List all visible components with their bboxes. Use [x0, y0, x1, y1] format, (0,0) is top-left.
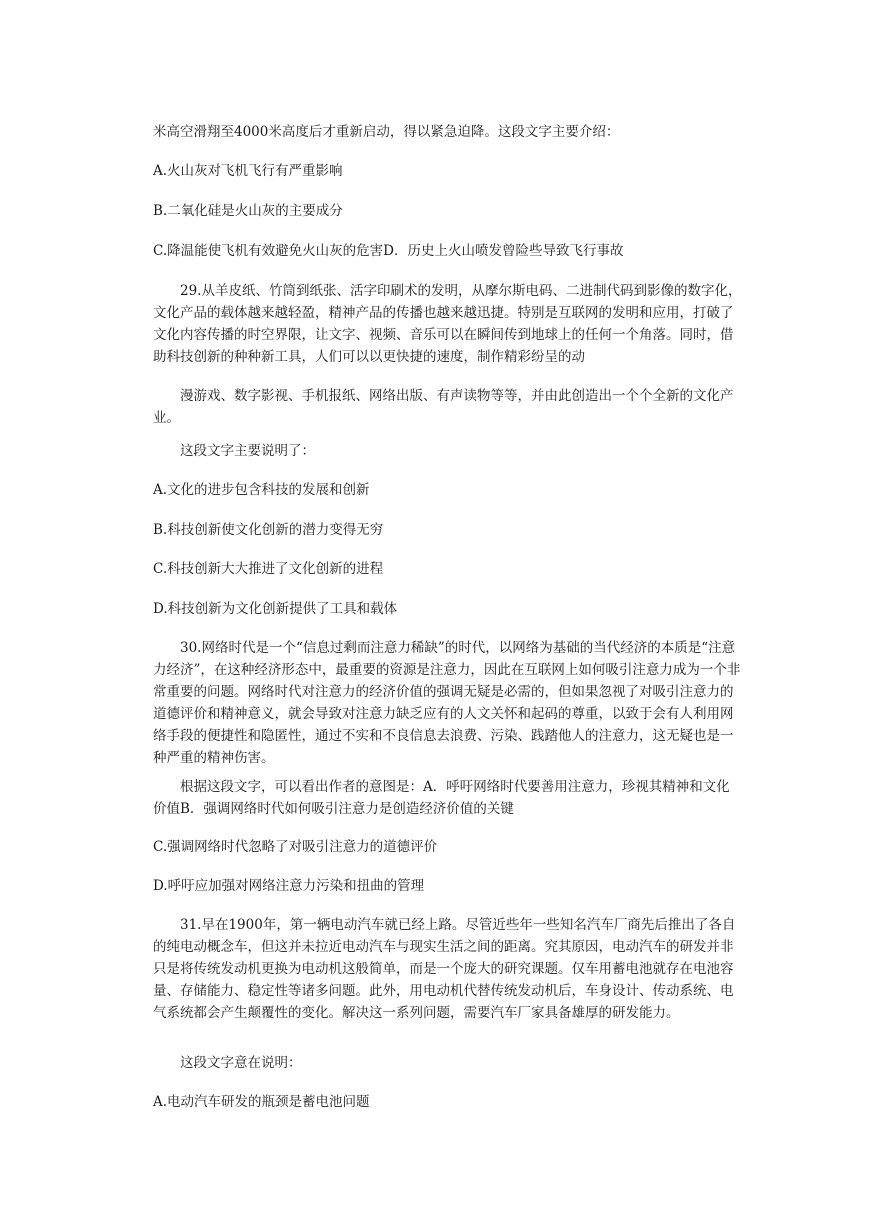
option-d-q29: D.科技创新为文化创新提供了工具和载体	[153, 601, 398, 617]
question-30-prompt: 根据这段文字，可以看出作者的意图是：A．呼吁网络时代要善用注意力，珍视其精神和文化价值B．强调网络时代如何吸引注意力是创造经济价值的关键	[153, 779, 730, 817]
question-29-text: 29.从羊皮纸、竹筒到纸张、活字印刷术的发明，从摩尔斯电码、二进制代码到影像的数字化，文化产品的载体越来越轻盈，精神产品的传播也越来越迅捷。特别是互联网的发明和应用，打破了文化内容传播的时空界限，让文字、视频、音乐可以在瞬间传到地球上的任何一个角落。同时，借助科技创新的种种新工具，人们可以以更快捷的速度，制作精彩纷呈的动	[153, 283, 742, 365]
question-29-prompt: 这段文字主要说明了：	[180, 443, 315, 459]
question-30-text: 30.网络时代是一个“信息过剩而注意力稀缺”的时代，以网络为基础的当代经济的本质是“注意力经济”，在这种经济形态中，最重要的资源是注意力，因此在互联网上如何吸引注意力成为一个非常重要的问题。网络时代对注意力的经济价值的强调无疑是必需的，但如果忽视了对吸引注意力的道德评价和精神意义，就会导致对注意力缺乏应有的人文关怀和起码的尊重，以致于会有人利用网络手段的便捷性和隐匿性，通过不实和不良信息去浪费、污染、践踏他人的注意力，这无疑也是一种严重的精神伤害。	[153, 640, 741, 766]
question-29-continuation: 漫游戏、数字影视、手机报纸、网络出版、有声读物等等，并由此创造出一个个全新的文化产业。	[153, 388, 734, 426]
paragraph-continuation: 米高空滑翔至4000米高度后才重新启动，得以紧急迫降。这段文字主要介绍：	[153, 124, 620, 140]
option-c-q29: C.科技创新大大推进了文化创新的进程	[153, 561, 384, 577]
option-cd-q28: C.降温能使飞机有效避免火山灰的危害D．历史上火山喷发曾险些导致飞行事故	[153, 243, 624, 259]
option-d-q30: D.呼吁应加强对网络注意力污染和扭曲的管理	[153, 878, 425, 894]
option-a-q31: A.电动汽车研发的瓶颈是蓄电池问题	[153, 1094, 370, 1110]
question-31-text: 31.早在1900年，第一辆电动汽车就已经上路。尽管近些年一些知名汽车厂商先后推出了各自的纯电动概念车，但这并未拉近电动汽车与现实生活之间的距离。究其原因，电动汽车的研发并非只是将传统发动机更换为电动机这般简单，而是一个庞大的研究课题。仅车用蓄电池就存在电池容量、存储能力、稳定性等诸多问题。此外，用电动机代替传统发动机后，车身设计、传动系统、电气系统都会产生颠覆性的变化。解决这一系列问题，需要汽车厂家具备雄厚的研发能力。	[153, 917, 736, 1021]
option-a-q28: A.火山灰对飞机飞行有严重影响	[153, 163, 343, 179]
question-31-prompt: 这段文字意在说明：	[180, 1055, 302, 1071]
option-b-q29: B.科技创新使文化创新的潜力变得无穷	[153, 522, 384, 538]
option-a-q29: A.文化的进步包含科技的发展和创新	[153, 482, 370, 498]
option-c-q30: C.强调网络时代忽略了对吸引注意力的道德评价	[153, 839, 438, 855]
option-b-q28: B.二氧化硅是火山灰的主要成分	[153, 203, 343, 219]
